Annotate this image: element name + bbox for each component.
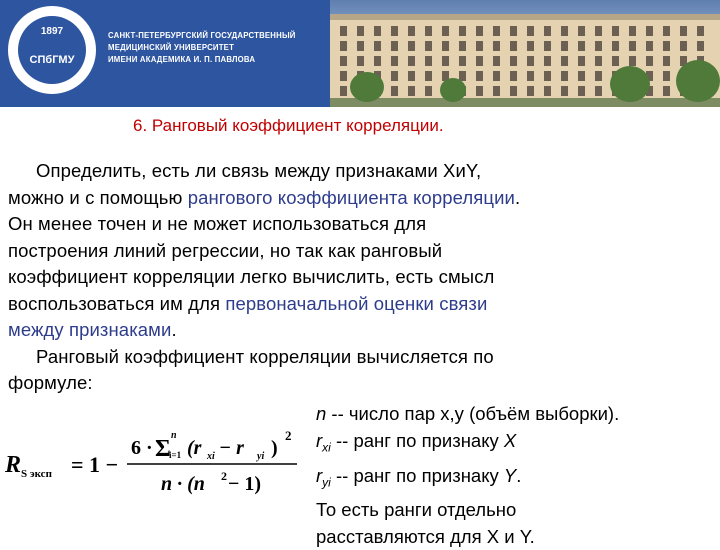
window-pane xyxy=(357,26,364,36)
note-sub: yi xyxy=(322,475,331,490)
window-pane xyxy=(442,41,449,51)
text-line: Ранговый коэффициент корреляции вычисляется по xyxy=(36,345,494,367)
window-pane xyxy=(357,41,364,51)
window-pane xyxy=(646,56,653,66)
text-run: можно и с помощью xyxy=(8,186,188,208)
window-pane xyxy=(510,71,517,81)
formula-sum-lower: i=1 xyxy=(169,450,182,460)
window-pane xyxy=(374,26,381,36)
formula-coef: 6 · xyxy=(131,437,153,459)
window-pane xyxy=(374,56,381,66)
window-pane xyxy=(646,41,653,51)
window-pane xyxy=(578,26,585,36)
note-var: Y xyxy=(503,464,517,486)
university-logo xyxy=(8,6,96,94)
window-pane xyxy=(493,26,500,36)
note-tail: То есть ранги отдельно xyxy=(316,499,517,521)
window-pane xyxy=(408,41,415,51)
window-pane xyxy=(476,41,483,51)
window-pane xyxy=(561,71,568,81)
window-pane xyxy=(612,56,619,66)
window-pane xyxy=(425,26,432,36)
formula-sum-upper: n xyxy=(171,430,177,441)
window-pane xyxy=(459,26,466,36)
building-photo xyxy=(330,18,720,107)
note-symbol: n xyxy=(316,403,327,424)
university-name-line: САНКТ-ПЕТЕРБУРГСКИЙ ГОСУДАРСТВЕННЫЙ xyxy=(108,31,296,40)
window-pane xyxy=(476,56,483,66)
window-pane xyxy=(408,71,415,81)
window-pane xyxy=(374,41,381,51)
window-pane xyxy=(544,71,551,81)
formula-sum: Σ xyxy=(155,436,171,462)
window-pane xyxy=(425,56,432,66)
window-pane xyxy=(340,41,347,51)
window-pane xyxy=(561,86,568,96)
highlight-term: рангового коэффициента корреляции xyxy=(187,186,515,208)
note-text: -- число пар x,y (объём выборки). xyxy=(326,403,620,424)
window-pane xyxy=(476,71,483,81)
window-pane xyxy=(476,26,483,36)
window-pane xyxy=(442,26,449,36)
window-pane xyxy=(697,41,704,51)
building-roof xyxy=(330,14,720,20)
window-pane xyxy=(357,56,364,66)
formula-lhs-sub: S эксп xyxy=(21,468,52,480)
window-pane xyxy=(510,41,517,51)
window-pane xyxy=(544,26,551,36)
window-pane xyxy=(578,41,585,51)
window-pane xyxy=(663,71,670,81)
note-text: -- ранг по признаку xyxy=(330,430,504,451)
window-pane xyxy=(544,56,551,66)
window-pane xyxy=(663,26,670,36)
window-pane xyxy=(527,71,534,81)
note-sub: xi xyxy=(322,440,331,455)
window-pane xyxy=(544,41,551,51)
window-pane xyxy=(595,26,602,36)
window-pane xyxy=(340,26,347,36)
formula-den-tail: − 1) xyxy=(228,473,262,495)
window-pane xyxy=(391,71,398,81)
highlight-term: первоначальной оценки связи xyxy=(225,292,488,314)
body-text xyxy=(8,158,720,397)
window-pane xyxy=(680,26,687,36)
window-pane xyxy=(646,26,653,36)
window-pane xyxy=(595,86,602,96)
window-pane xyxy=(510,26,517,36)
window-pane xyxy=(442,56,449,66)
formula-rx-sub: xi xyxy=(207,451,215,462)
window-pane xyxy=(663,56,670,66)
note-rx xyxy=(316,427,619,462)
window-pane xyxy=(408,86,415,96)
tree xyxy=(440,78,466,102)
formula-lhs: R xyxy=(5,452,22,478)
text-run: . xyxy=(514,186,521,208)
window-pane xyxy=(663,86,670,96)
window-pane xyxy=(408,56,415,66)
window-pane xyxy=(391,26,398,36)
formula-ry-sub: yi xyxy=(257,451,265,462)
note-symbol: r xyxy=(316,430,323,451)
window-pane xyxy=(612,41,619,51)
note-tail: расставляются для Х и Y. xyxy=(316,526,535,548)
note-var: X xyxy=(503,430,517,451)
text-run: воспользоваться им для xyxy=(8,292,226,314)
window-pane xyxy=(425,86,432,96)
tree xyxy=(676,60,720,102)
window-pane xyxy=(425,71,432,81)
text-line xyxy=(8,317,720,344)
window-pane xyxy=(510,56,517,66)
window-pane xyxy=(629,26,636,36)
window-pane xyxy=(527,41,534,51)
window-pane xyxy=(578,86,585,96)
text-line: Он менее точен и не может использоваться для xyxy=(8,213,427,234)
logo-abbr: СПбГМУ xyxy=(29,54,75,66)
university-name-line: ИМЕНИ АКАДЕМИКА И. П. ПАВЛОВА xyxy=(108,55,256,64)
note-ry xyxy=(316,462,619,497)
header-banner xyxy=(0,0,720,107)
window-pane xyxy=(561,41,568,51)
window-pane xyxy=(612,26,619,36)
formula-den-power: 2 xyxy=(221,469,227,483)
window-pane xyxy=(391,41,398,51)
window-pane xyxy=(629,56,636,66)
note-text: . xyxy=(516,464,522,486)
window-pane xyxy=(578,56,585,66)
tree xyxy=(610,66,650,102)
window-pane xyxy=(340,71,347,81)
text-line: построения линий регрессии, но так как ранговый xyxy=(8,239,443,261)
window-pane xyxy=(697,26,704,36)
formula-minus-r: − r xyxy=(219,437,244,459)
formula-power: 2 xyxy=(285,428,292,443)
window-pane xyxy=(425,41,432,51)
window-pane xyxy=(493,41,500,51)
window-pane xyxy=(340,56,347,66)
text-line: коэффициент корреляции легко вычислить, есть смысл xyxy=(8,266,495,287)
window-pane xyxy=(680,41,687,51)
window-pane xyxy=(510,86,517,96)
window-pane xyxy=(408,26,415,36)
notation-notes xyxy=(316,400,619,550)
window-pane xyxy=(595,71,602,81)
window-pane xyxy=(544,86,551,96)
note-symbol: r xyxy=(316,464,323,486)
window-pane xyxy=(476,86,483,96)
window-pane xyxy=(493,86,500,96)
text-line xyxy=(8,185,720,212)
window-pane xyxy=(391,86,398,96)
window-pane xyxy=(595,56,602,66)
university-name-line: МЕДИЦИНСКИЙ УНИВЕРСИТЕТ xyxy=(108,43,235,52)
text-run: . xyxy=(171,319,177,340)
window-pane xyxy=(493,71,500,81)
text-line xyxy=(8,291,720,318)
tree xyxy=(350,72,384,102)
text-line: формуле: xyxy=(8,372,93,393)
logo-year: 1897 xyxy=(40,26,64,37)
window-pane xyxy=(527,86,534,96)
university-name xyxy=(108,30,296,66)
window-pane xyxy=(459,56,466,66)
window-pane xyxy=(493,56,500,66)
window-pane xyxy=(663,41,670,51)
window-pane xyxy=(459,41,466,51)
window-pane xyxy=(629,41,636,51)
window-pane xyxy=(391,56,398,66)
text-line: Определить, есть ли связь между признаками ХиY, xyxy=(36,160,482,181)
note-n xyxy=(316,400,619,427)
formula-equals: = 1 − xyxy=(71,452,119,477)
window-pane xyxy=(340,86,347,96)
note-text: -- ранг по признаку xyxy=(330,464,504,486)
window-pane xyxy=(578,71,585,81)
slide-title: 6. Ранговый коэффициент корреляции. xyxy=(133,116,444,135)
window-pane xyxy=(527,56,534,66)
spearman-formula xyxy=(3,420,301,500)
highlight-term: между признаками xyxy=(8,319,172,340)
window-pane xyxy=(561,26,568,36)
window-pane xyxy=(561,56,568,66)
formula-close: ) xyxy=(271,437,278,459)
window-pane xyxy=(527,26,534,36)
formula-num-r: (r xyxy=(187,437,202,459)
formula-den: n · (n xyxy=(161,473,205,495)
window-pane xyxy=(595,41,602,51)
ground xyxy=(330,98,720,107)
